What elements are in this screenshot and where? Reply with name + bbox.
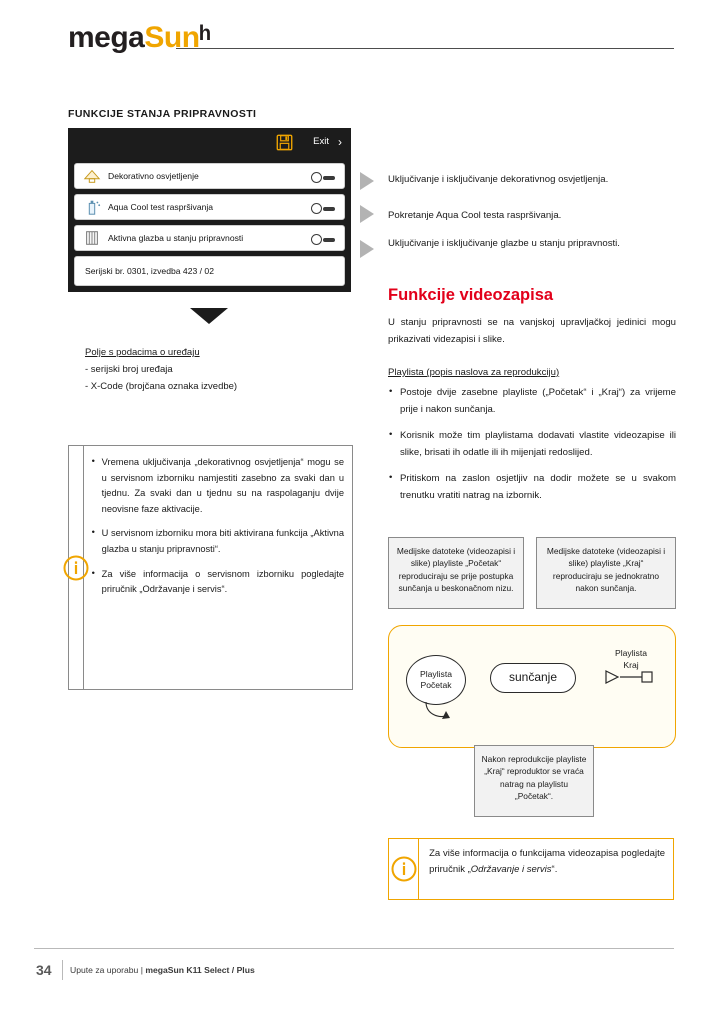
logo-text-mega: mega [68,21,145,54]
device-data-heading: Polje s podacima o uređaju [85,347,200,358]
brand-logo [68,22,210,54]
device-data-line-1: - serijski broj uređaja [85,364,173,375]
info-text-plain: Za više informacija o funkcijama videozapisa pogledajte priručnik „ [429,848,665,875]
note-box-loop-back: Nakon reprodukcije playliste „Kraj“ reproduktor se vraća natrag na playlistu „Početak“. [474,745,594,817]
exit-label[interactable]: Exit [313,136,329,147]
panel-toolbar [68,128,351,158]
info-text-italic: Održavanje i servis [470,864,552,875]
video-intro-text: U stanju pripravnosti se na vanjskoj upravljačkoj jedinici mogu prikazivati videzapisi i slike. [388,317,676,345]
info-icon-column [69,446,84,689]
list-item: • Pritiskom na zaslon osjetljiv na dodir možete se u svakom trenutku vratiti natrag na izbornik. [400,471,676,504]
pointer-arrow-1 [360,172,374,190]
flow-node-tanning [490,663,576,693]
row-label: Aktivna glazba u stanju pripravnosti [108,233,244,243]
flow-middle-label: sunčanje [508,670,558,685]
list-item: • Vremena uključivanja „dekorativnog osvjetljenja“ mogu se u servisnom izborniku namjestiti zasebno za svaki dan u tjednu. Za svaki dan u tjednu su na raspolaganju dvije neovisne faze aktivacije. [102,455,344,517]
save-floppy-icon[interactable] [276,134,293,151]
note-decorative-light: Uključivanje i isključivanje dekorativnog osvjetljenja. [388,174,609,185]
info-box-service-menu [68,445,353,690]
row-decorative-light[interactable] [74,163,345,189]
note-standby-music: Uključivanje i isključivanje glazbe u stanju pripravnosti. [388,238,620,249]
row-aqua-cool-test[interactable] [74,194,345,220]
note-box-playlist-start: Medijske datoteke (videozapisi i slike) playliste „Početak“ reproduciraju se prije postupka sunčanja u beskonačnom nizu. [388,537,524,609]
logo-text-sun: Sun [144,21,200,54]
footer-rule [34,948,674,949]
pointer-arrow-3 [360,240,374,258]
flow-end-line-1: Playlista [615,648,647,658]
page-title: FUNKCIJE STANJA PRIPRAVNOSTI [68,108,257,120]
list-item: • Postoje dvije zasebne playliste („Početak“ i „Kraj“) za vrijeme prije i nakon sunčanja. [400,385,676,418]
serial-text: Serijski br. 0301, izvedba 423 / 02 [85,266,214,276]
video-section-heading: Funkcije videozapisa [388,286,554,304]
row-label: Aqua Cool test raspršivanja [108,202,214,212]
flow-start-line-2: Početak [420,680,452,690]
playlist-subheading: Playlista (popis naslova za reprodukciju) [388,367,560,378]
flow-end-line-2: Kraj [623,659,639,670]
chevron-right-icon[interactable]: › [338,135,342,149]
toggle-knob [311,172,322,183]
pointer-arrow-2 [360,205,374,223]
toggle-knob [311,234,322,245]
list-item: • U servisnom izborniku mora biti aktivirana funkcija „Aktivna glazba u stanju pripravnosti“. [102,526,344,557]
toggle-knob [311,203,322,214]
playlist-bullet-list [388,385,676,514]
info-text [419,839,673,899]
footer-text-plain: Upute za uporabu | [70,965,146,975]
music-icon [81,229,103,247]
logo-text-tail: ʰ [199,21,211,54]
device-data-caption [85,344,325,395]
info-text-tail: “. [551,864,558,875]
header-rule [176,48,674,49]
toggle-decorative-light[interactable] [311,172,335,183]
row-standby-music[interactable] [74,225,345,251]
info-icon [63,555,89,581]
list-item: • Korisnik može tim playlistama dodavati vlastite videozapise ili slike, brisati ih odatle ili ih mijenjati redoslijed. [400,428,676,461]
info-icon [391,856,417,882]
panel-rows [68,158,351,292]
toggle-bar [323,207,335,211]
info-list [84,446,352,689]
info-box-video-functions [388,838,674,900]
flow-node-playlist-end [592,648,670,671]
standby-panel [68,128,351,292]
page-number: 34 [36,962,52,978]
toggle-aqua-cool-test[interactable] [311,203,335,214]
toggle-bar [323,176,335,180]
spray-icon [81,198,103,216]
note-box-playlist-end: Medijske datoteke (videozapisi i slike) playliste „Kraj“ reproduciraju se jednokratno nakon sunčanja. [536,537,676,609]
page-header [68,22,674,62]
panel-pointer-arrow [68,308,351,325]
footer-text-bold: megaSun K11 Select / Plus [145,965,255,975]
flow-start-line-1: Playlista [420,668,452,679]
footer-divider [62,960,63,980]
flow-node-playlist-start [406,655,466,705]
device-data-line-2: - X-Code (brojčana oznaka izvedbe) [85,381,238,392]
note-aqua-cool: Pokretanje Aqua Cool testa raspršivanja. [388,210,562,221]
flow-loop-arrow-icon [424,700,450,722]
toggle-standby-music[interactable] [311,234,335,245]
footer-text [70,965,255,975]
info-icon-column [389,839,419,899]
play-stop-icon [604,669,660,685]
row-serial-number [74,256,345,286]
row-label: Dekorativno osvjetljenje [108,171,199,181]
list-item: • Za više informacija o servisnom izborniku pogledajte priručnik „Održavanje i servis“. [102,567,344,598]
toggle-bar [323,238,335,242]
lamp-icon [81,167,103,185]
